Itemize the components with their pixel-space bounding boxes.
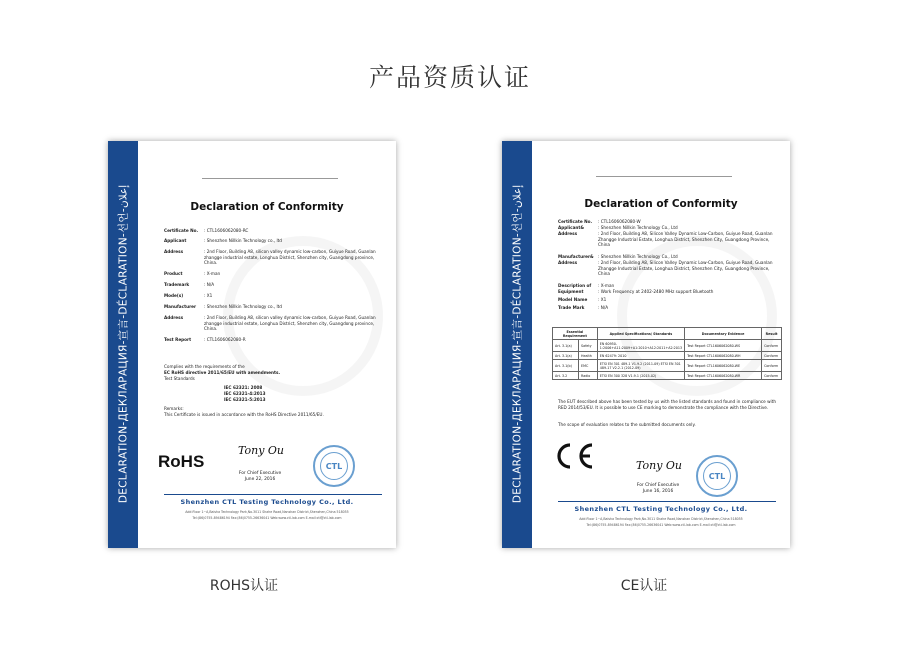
field-label: Address bbox=[164, 315, 184, 320]
declaration-band bbox=[108, 141, 138, 548]
field-value: : 2nd Floor, Building A8, silicon valley dynamic low-carbon, Guiyue Road, Guanlan zhangge industrial estate, Longhua District, Shenzhen city, Guangdong province, China. bbox=[204, 315, 376, 332]
field-value: : X1 bbox=[204, 293, 213, 298]
signature: Tony Ou bbox=[636, 459, 683, 472]
field-label: Address bbox=[164, 249, 184, 254]
field-value: : 2nd Floor, Building A8, Silicon Valley Dynamic Low-Carbon, Guiyue Road, Guanlan Zhangge Industrial Estate, Longhua District, Shenzhen City, Guangdong Province, China bbox=[598, 260, 773, 277]
rohs-certificate[interactable] bbox=[108, 141, 396, 548]
results-table bbox=[552, 327, 782, 380]
field-label: Model Name bbox=[558, 297, 588, 302]
table-header-row bbox=[553, 328, 782, 340]
cell-result: Conform bbox=[762, 340, 782, 352]
field-label: Applicant bbox=[164, 238, 187, 243]
field-value: : 2nd Floor, Building A8, silicon valley dynamic low-carbon, Guiyue Road, Guanlan zhangge industrial estate, Longhua District, Shenzhen city, Guangdong province, China. bbox=[204, 249, 376, 266]
cell-article: Art. 3.2 bbox=[553, 372, 579, 380]
standard-item: IEC 62321-5:2013 bbox=[224, 397, 266, 402]
field-label: Mode(s) bbox=[164, 293, 184, 298]
ctl-stamp bbox=[696, 455, 738, 497]
field-value: : Shenzhen Nillkin Technology co., ltd bbox=[204, 238, 282, 243]
cell-result: Conform bbox=[762, 352, 782, 360]
rohs-logo: RoHS bbox=[158, 452, 205, 471]
signature: Tony Ou bbox=[238, 444, 285, 457]
cell-result: Conform bbox=[762, 360, 782, 372]
remarks-label: Remarks: bbox=[164, 406, 184, 411]
column-header: Documentary Evidence bbox=[685, 328, 762, 340]
field-value: : Shenzhen Nillkin Technology co., ltd bbox=[204, 304, 282, 309]
complies-text: Complies with the requirements of the bbox=[164, 364, 245, 369]
field-row bbox=[558, 289, 776, 295]
cell-evidence: Test Report CTL1606062080-WH bbox=[685, 352, 762, 360]
table-row bbox=[553, 340, 782, 352]
title-rule bbox=[202, 178, 338, 179]
certificate-title: Declaration of Conformity bbox=[190, 201, 344, 213]
field-row bbox=[164, 228, 382, 234]
field-row bbox=[164, 271, 382, 277]
remarks-text: This Certificate is issued in accordance with the RoHS Directive 2011/65/EU. bbox=[164, 412, 324, 417]
field-label: Description of bbox=[558, 283, 592, 288]
field-value: : N/A bbox=[204, 282, 215, 287]
table-row bbox=[553, 360, 782, 372]
chief-label: For Chief Executive bbox=[238, 471, 282, 476]
cell-article: Art. 3.1(a) bbox=[553, 352, 579, 360]
cell-evidence: Test Report CTL1606062080-WR bbox=[685, 372, 762, 380]
field-label: Test Report bbox=[164, 337, 192, 342]
field-row bbox=[164, 238, 382, 244]
cell-requirement: Health bbox=[579, 352, 598, 360]
footer-rule bbox=[558, 501, 776, 502]
certificate-title: Declaration of Conformity bbox=[584, 198, 738, 210]
field-label: Applicant& bbox=[558, 225, 585, 230]
standard-item: IEC 62321: 2008 bbox=[224, 385, 263, 390]
band-text: DECLARATION-ДЕКЛАРАЦИЯ-宣言-DÉCLARATION-선언-إعلان bbox=[117, 184, 130, 504]
field-value: : Shenzhen Nillkin Technology Co., Ltd bbox=[598, 254, 678, 259]
cell-requirement: Radio bbox=[579, 372, 598, 380]
field-row bbox=[558, 283, 776, 289]
cell-spec: EN 60950-1:2006+A11:2009+A1:2010+A12:2011+A2:2013 bbox=[597, 340, 684, 352]
field-row bbox=[558, 231, 776, 248]
field-label: Address bbox=[558, 260, 578, 265]
field-label: Manufacturer& bbox=[558, 254, 594, 259]
field-label: Certificate No. bbox=[558, 219, 593, 224]
ce-caption: CE认证 bbox=[620, 578, 668, 594]
stamp-text: CTL bbox=[703, 462, 731, 490]
directive-text: EC RoHS directive 2011/65/EU with amendments. bbox=[164, 370, 281, 375]
ce-logo bbox=[552, 441, 598, 471]
cell-evidence: Test Report CTL1606062080-WE bbox=[685, 360, 762, 372]
field-value: : CTL1606062080-W bbox=[598, 219, 641, 224]
table-row bbox=[553, 372, 782, 380]
field-label: Address bbox=[558, 231, 578, 236]
band-text: DECLARATION-ДЕКЛАРАЦИЯ-宣言-DÉCLARATION-선언-إعلان bbox=[511, 184, 524, 504]
field-value: : N/A bbox=[598, 305, 609, 310]
field-value: : X-man bbox=[598, 283, 615, 288]
field-label: Equipment bbox=[558, 289, 584, 294]
field-row bbox=[164, 249, 382, 266]
company-contact: Tel:(86)0755-89486194 Fax:(86)0755-26636041 Web:www.ctl-lab.com E-mail:ctl@ctl-lab.com bbox=[586, 523, 736, 527]
field-row bbox=[164, 304, 382, 310]
page-title: 产品资质认证 bbox=[368, 63, 531, 92]
field-row bbox=[164, 337, 382, 343]
column-header: Applied Specifications/ Standards bbox=[597, 328, 684, 340]
cell-requirement: EMC bbox=[579, 360, 598, 372]
field-label: Certificate No. bbox=[164, 228, 199, 233]
field-row bbox=[558, 225, 776, 231]
sign-date: June 16, 2016 bbox=[642, 489, 674, 494]
column-header: Essential Requirement bbox=[553, 328, 598, 340]
footer-rule bbox=[164, 494, 382, 495]
standard-item: IEC 62321-4:2013 bbox=[224, 391, 266, 396]
field-label: Product bbox=[164, 271, 183, 276]
cell-article: Art. 3.1(b) bbox=[553, 360, 579, 372]
field-value: : Shenzhen Nillkin Technology Co., Ltd bbox=[598, 225, 678, 230]
table-row bbox=[553, 352, 782, 360]
field-row bbox=[164, 293, 382, 299]
scope-text: The scope of evaluation relates to the submitted documents only. bbox=[558, 422, 696, 427]
field-value: : X1 bbox=[598, 297, 607, 302]
company-address: Add:Floor 1~A,Baisha Technology Park,No.3011 Shahe Road,Nanshan District,Shenzhen,China 518055 bbox=[579, 517, 743, 521]
test-standards-label: Test Standards bbox=[164, 376, 195, 381]
company-contact: Tel:(86)0755-89486194 Fax:(86)0755-26636041 Web:www.ctl-lab.com E-mail:ctl@ctl-lab.com bbox=[192, 516, 342, 520]
cell-spec: EN 62479: 2010 bbox=[597, 352, 684, 360]
field-label: Trademark bbox=[164, 282, 190, 287]
field-value: : 2nd Floor, Building A8, Silicon Valley Dynamic Low-Carbon, Guiyue Road, Guanlan Zhangge Industrial Estate, Longhua District, Shenzhen City, Guangdong Province, China bbox=[598, 231, 773, 248]
field-row bbox=[558, 305, 776, 311]
cell-requirement: Safety bbox=[579, 340, 598, 352]
company-name: Shenzhen CTL Testing Technology Co., Ltd. bbox=[180, 498, 354, 506]
field-row bbox=[558, 260, 776, 277]
cell-result: Conform bbox=[762, 372, 782, 380]
company-address: Add:Floor 1~A,Baisha Technology Park,No.3011 Shahe Road,Nanshan District,Shenzhen,China 518055 bbox=[185, 510, 349, 514]
field-value: : Work Frequency at 2402-2480 MHz support Bluetooth bbox=[598, 289, 714, 294]
field-row bbox=[558, 219, 776, 225]
sign-date: June 22, 2016 bbox=[244, 477, 276, 482]
declaration-band bbox=[502, 141, 532, 548]
cell-evidence: Test Report CTL1606062080-WS bbox=[685, 340, 762, 352]
cell-spec: ETSI EN 301 489-1 V1.9.2 (2011-09) ETSI EN 301 489-17 V2.2.1 (2012-09) bbox=[597, 360, 684, 372]
field-row bbox=[164, 282, 382, 288]
field-label: Manufacturer bbox=[164, 304, 197, 309]
field-value: : CTL1606062080-R bbox=[204, 337, 246, 342]
chief-label: For Chief Executive bbox=[636, 483, 680, 488]
field-row bbox=[164, 315, 382, 332]
stamp-text: CTL bbox=[320, 452, 348, 480]
field-value: : X-man bbox=[204, 271, 221, 276]
eut-text: The EUT described above has been tested by us with the listed standards and found in compliance with RED 2014/53/EU. It is possible to use CE marking to demonstrate the compliance with the Directive. bbox=[558, 399, 776, 410]
field-row bbox=[558, 297, 776, 303]
ce-certificate[interactable] bbox=[502, 141, 790, 548]
cell-spec: ETSI EN 300 328 V1.9.1 (2015-02) bbox=[597, 372, 684, 380]
title-rule bbox=[596, 176, 732, 177]
field-row bbox=[558, 254, 776, 260]
company-name: Shenzhen CTL Testing Technology Co., Ltd. bbox=[574, 505, 748, 513]
cell-article: Art. 3.1(a) bbox=[553, 340, 579, 352]
field-value: : CTL1606062080-RC bbox=[204, 228, 249, 233]
column-header: Result bbox=[762, 328, 782, 340]
rohs-caption: ROHS认证 bbox=[209, 578, 279, 594]
field-label: Trade Mark bbox=[558, 305, 585, 310]
ctl-stamp bbox=[313, 445, 355, 487]
